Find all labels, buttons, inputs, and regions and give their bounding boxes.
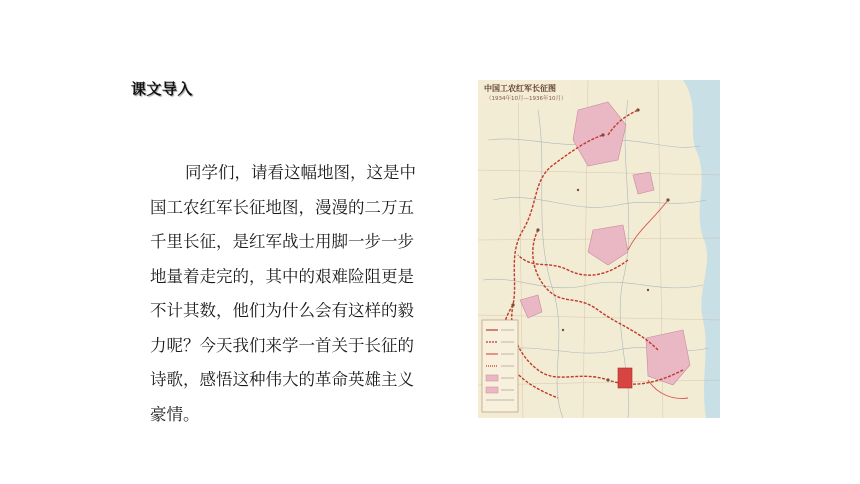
- intro-line: 豪情。: [150, 404, 200, 424]
- map-title: 中国工农红军长征图: [484, 84, 556, 93]
- intro-line: 国工农红军长征地图，漫漫的二万五: [150, 197, 414, 217]
- intro-line: 地量着走完的，其中的艰难险阻更是: [150, 266, 414, 286]
- intro-line: 力呢？今天我们来学一首关于长征的: [150, 335, 414, 355]
- intro-paragraph: [150, 156, 442, 432]
- map-image: [478, 80, 720, 418]
- intro-line: 同学们，请看这幅地图，这是中: [185, 163, 416, 182]
- intro-line: 不计其数，他们为什么会有这样的毅: [150, 301, 414, 320]
- intro-line: 千里长征，是红军战士用脚一步一步: [150, 232, 414, 251]
- intro-line: 诗歌，感悟这种伟大的革命英雄主义: [150, 370, 414, 389]
- long-march-map: [478, 80, 720, 418]
- map-subtitle: （1934年10月—1936年10月）: [486, 96, 567, 102]
- section-title: 课文导入: [131, 80, 194, 98]
